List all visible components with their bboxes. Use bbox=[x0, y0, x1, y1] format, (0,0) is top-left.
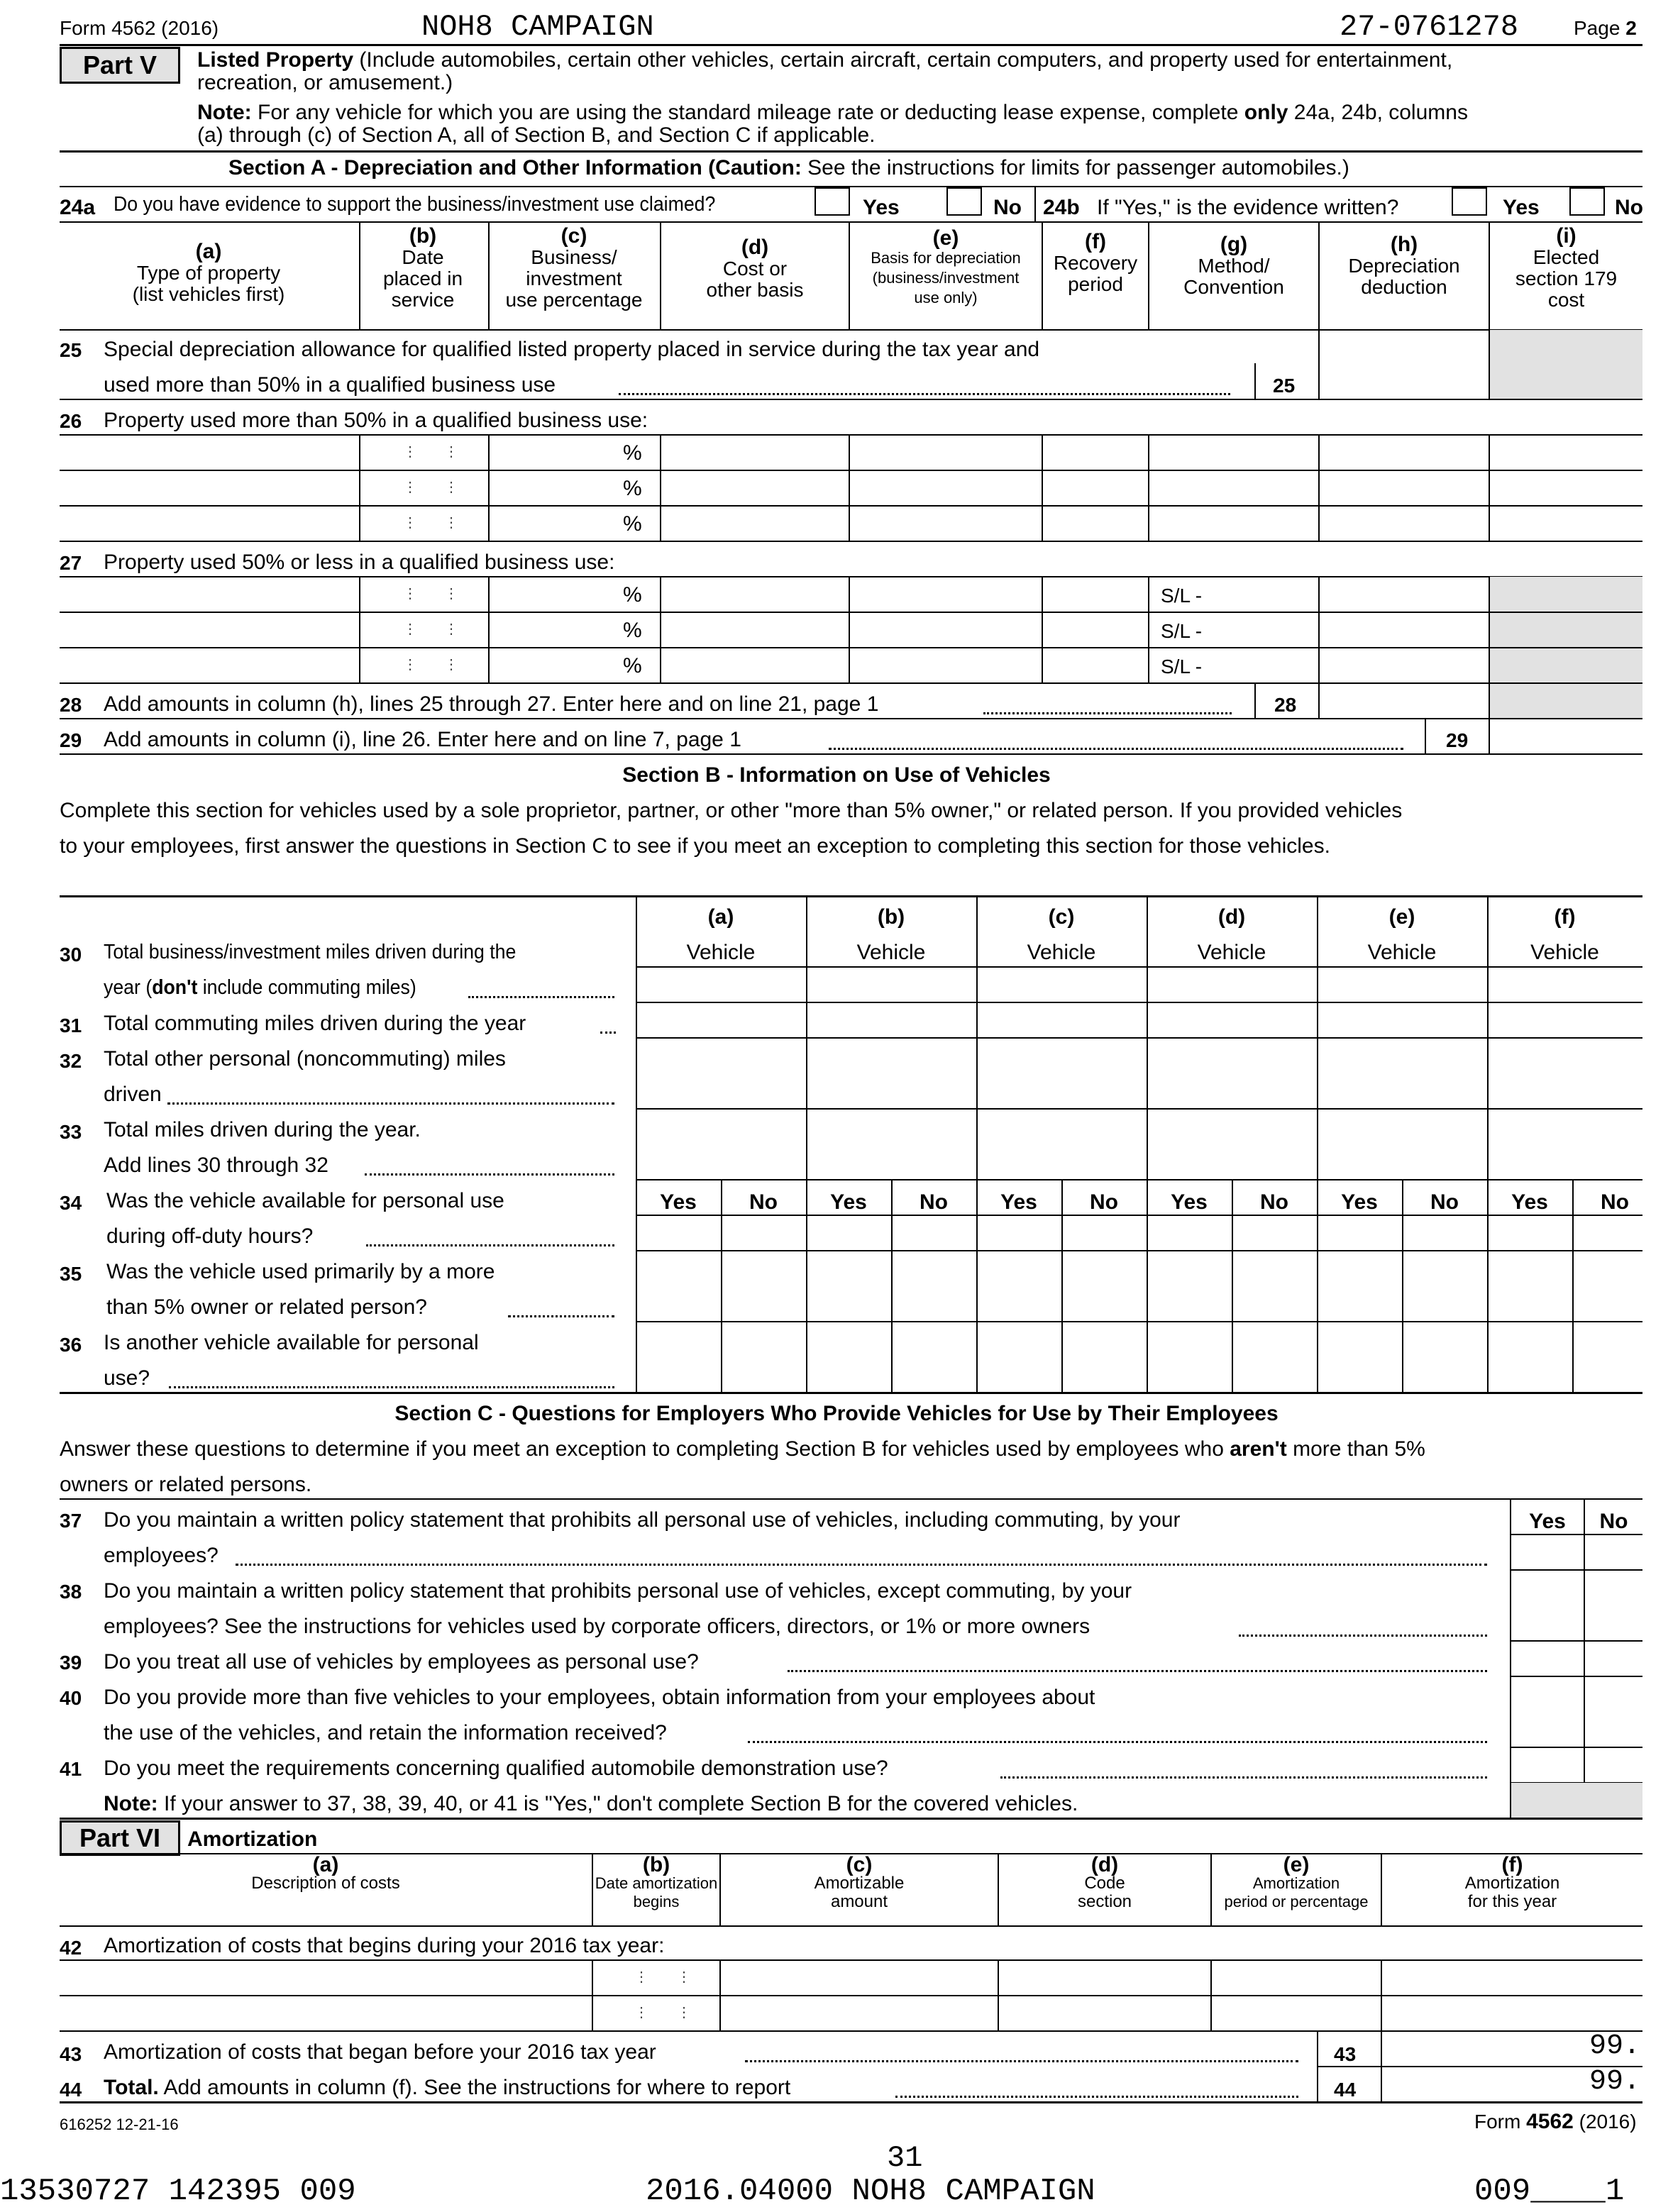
line-35-text-1: Was the vehicle used primarily by a more bbox=[106, 1260, 495, 1283]
col-f-line2: period bbox=[1068, 273, 1123, 295]
section-a-title bbox=[228, 156, 1349, 180]
line-39-number: 39 bbox=[60, 1652, 82, 1674]
line-26-row-date-sep: ⋮ bbox=[403, 444, 417, 460]
footer-form-number: 4562 bbox=[1526, 2110, 1574, 2133]
line-26-row-date-sep: ⋮ bbox=[444, 515, 458, 531]
line-26-row-percent-sign: % bbox=[623, 441, 642, 465]
line-36-number: 36 bbox=[60, 1334, 82, 1356]
col-c-line1: Business/ bbox=[531, 246, 617, 268]
page-number: 2 bbox=[1625, 17, 1637, 39]
vehicle-0-yes-header: Yes bbox=[660, 1190, 697, 1214]
col-e-header bbox=[850, 228, 1042, 308]
col-c-letter: (c) bbox=[561, 224, 587, 248]
line-34-text-2: during off-duty hours? bbox=[106, 1224, 314, 1248]
line-38-text-1: Do you maintain a written policy statement that prohibits personal use of vehicles, except commuting, by your bbox=[104, 1579, 1132, 1603]
vehicle-5-label: Vehicle bbox=[1530, 941, 1599, 964]
vehicle-4-label: Vehicle bbox=[1367, 941, 1437, 964]
col-c-header bbox=[488, 226, 660, 311]
amort-col-c-line2: amount bbox=[830, 1892, 888, 1911]
vehicle-4-letter: (e) bbox=[1388, 905, 1415, 929]
amort-col-f-header bbox=[1382, 1853, 1642, 1911]
section-b-intro-1: Complete this section for vehicles used by a sole proprietor, partner, or other "more than 5% owner," or related person. If you provided vehicles bbox=[60, 799, 1403, 822]
line-26-row-date-sep: ⋮ bbox=[403, 480, 417, 495]
page-label bbox=[1574, 17, 1637, 40]
col-i-line1: Elected bbox=[1533, 246, 1600, 268]
amort-col-a-header bbox=[60, 1853, 592, 1893]
amort-col-f-line1: Amortization bbox=[1464, 1874, 1560, 1893]
line-26-row-percent-sign: % bbox=[623, 512, 642, 536]
line-26-row-date-sep: ⋮ bbox=[444, 444, 458, 460]
col-a-letter: (a) bbox=[195, 240, 222, 263]
line-30-number: 30 bbox=[60, 944, 82, 966]
page-sequence: 31 bbox=[887, 2141, 923, 2175]
col-d-line2: other basis bbox=[706, 279, 804, 301]
line-24b-yes-checkbox[interactable] bbox=[1452, 187, 1487, 216]
part-vi-label: Part VI bbox=[60, 1820, 180, 1856]
line-37-text-2: employees? bbox=[104, 1544, 219, 1567]
line-28-box-number: 28 bbox=[1274, 694, 1297, 716]
vehicle-2-yes-header: Yes bbox=[1000, 1190, 1037, 1214]
line-40-text-2: the use of the vehicles, and retain the information received? bbox=[104, 1721, 667, 1744]
line-43-text: Amortization of costs that began before your 2016 tax year bbox=[104, 2040, 656, 2064]
amort-col-b-line1: Date amortization bbox=[595, 1874, 718, 1892]
col-d-header bbox=[661, 237, 849, 301]
line-28-text: Add amounts in column (h), lines 25 through 27. Enter here and on line 21, page 1 bbox=[104, 692, 879, 716]
col-f-letter: (f) bbox=[1085, 230, 1106, 253]
line-44-number: 44 bbox=[60, 2079, 82, 2101]
line-33-number: 33 bbox=[60, 1121, 82, 1143]
vehicle-5-yes-header: Yes bbox=[1511, 1190, 1548, 1214]
col-i-line3: cost bbox=[1547, 289, 1585, 311]
part-v-label: Part V bbox=[60, 47, 180, 84]
line-24a-yes-checkbox[interactable] bbox=[815, 187, 850, 216]
note-bold: Note: bbox=[197, 101, 252, 124]
col-g-header bbox=[1149, 234, 1318, 298]
vehicle-2-no-header: No bbox=[1090, 1190, 1118, 1214]
col-f-line1: Recovery bbox=[1053, 252, 1138, 274]
note-only: only bbox=[1244, 101, 1288, 124]
section-c-note-bold: Note: bbox=[104, 1792, 158, 1815]
footer-form-label: Form bbox=[1474, 2111, 1521, 2133]
col-i-header bbox=[1490, 226, 1642, 311]
line-36-text-2: use? bbox=[104, 1366, 150, 1390]
footer-left-id: 13530727 142395 009 bbox=[0, 2174, 356, 2209]
amort-col-d-letter: (d) bbox=[1091, 1853, 1119, 1876]
col-b-line2: placed in bbox=[382, 267, 463, 289]
line-27-row-date-sep: ⋮ bbox=[444, 621, 458, 637]
vehicle-2-letter: (c) bbox=[1048, 905, 1075, 929]
col-d-line1: Cost or bbox=[722, 258, 788, 280]
section-c-no-header: No bbox=[1599, 1510, 1628, 1533]
amort-col-c-header bbox=[721, 1853, 998, 1911]
line-33-text-1: Total miles driven during the year. bbox=[104, 1118, 421, 1141]
col-g-letter: (g) bbox=[1220, 233, 1248, 256]
line-25-text-1: Special depreciation allowance for qualified listed property placed in service during the tax year and bbox=[104, 338, 1040, 361]
col-a-line2: (list vehicles first) bbox=[132, 283, 285, 305]
amort-col-c-letter: (c) bbox=[846, 1853, 873, 1876]
line-34-number: 34 bbox=[60, 1192, 82, 1214]
section-c-intro-2: owners or related persons. bbox=[60, 1473, 312, 1496]
vehicle-1-label: Vehicle bbox=[856, 941, 926, 964]
form-id: Form 4562 (2016) bbox=[60, 17, 219, 39]
line-24a-number: 24a bbox=[60, 196, 96, 219]
section-c-intro-1c: more than 5% bbox=[1286, 1437, 1425, 1461]
amort-col-f-letter: (f) bbox=[1501, 1853, 1523, 1876]
section-c-note bbox=[104, 1792, 1078, 1816]
section-a-title-bold: Section A - Depreciation and Other Information (Caution: bbox=[228, 156, 802, 179]
line-25-box-number: 25 bbox=[1273, 375, 1296, 397]
vehicle-0-label: Vehicle bbox=[686, 941, 756, 964]
col-c-line2: investment bbox=[526, 267, 622, 289]
col-c-line3: use percentage bbox=[505, 289, 643, 311]
line-31-number: 31 bbox=[60, 1014, 82, 1036]
col-e-line1: Basis for depreciation bbox=[871, 249, 1021, 267]
line-27-row-percent-sign: % bbox=[623, 654, 642, 678]
vehicle-4-yes-header: Yes bbox=[1341, 1190, 1378, 1214]
line-34-text-1: Was the vehicle available for personal use bbox=[106, 1189, 504, 1212]
amort-col-d-line1: Code bbox=[1084, 1874, 1125, 1893]
col-g-line2: Convention bbox=[1183, 276, 1284, 298]
part-v-title-bold: Listed Property bbox=[197, 48, 354, 72]
amort-col-e-line2: period or percentage bbox=[1224, 1893, 1369, 1910]
line-29-number: 29 bbox=[60, 729, 82, 751]
vehicle-1-letter: (b) bbox=[877, 905, 905, 929]
line-27-row-date-sep: ⋮ bbox=[403, 621, 417, 637]
part-v-note bbox=[197, 101, 1468, 125]
line-38-text-2: employees? See the instructions for vehicles used by corporate officers, directors, or 1% or more owners bbox=[104, 1615, 1091, 1638]
section-c-yes-header: Yes bbox=[1529, 1510, 1566, 1533]
footer-right-id: 009____1 bbox=[1474, 2174, 1625, 2209]
amort-col-b-line2: begins bbox=[633, 1893, 680, 1910]
amort-col-b-header bbox=[593, 1853, 719, 1911]
line-26-row-percent-sign: % bbox=[623, 477, 642, 500]
amort-col-d-line2: section bbox=[1077, 1892, 1132, 1911]
line-29-text: Add amounts in column (i), line 26. Enter here and on line 7, page 1 bbox=[104, 728, 741, 751]
line-30-text-2a: year ( bbox=[104, 976, 153, 999]
col-e-line3: use only) bbox=[914, 289, 978, 306]
footer-center-id: 2016.04000 NOH8 CAMPAIGN bbox=[646, 2174, 1095, 2209]
col-i-letter: (i) bbox=[1556, 224, 1577, 248]
line-26-number: 26 bbox=[60, 410, 82, 432]
amort-col-f-line2: for this year bbox=[1467, 1892, 1557, 1911]
line-24a-text: Do you have evidence to support the business/investment use claimed? bbox=[114, 193, 716, 216]
line-27-row-percent-sign: % bbox=[623, 619, 642, 642]
line-44-text-rest: Add amounts in column (f). See the instructions for where to report bbox=[158, 2076, 791, 2099]
line-31-text: Total commuting miles driven during the year bbox=[104, 1012, 526, 1035]
col-b-line1: Date bbox=[402, 246, 444, 268]
line-26-row-date-sep: ⋮ bbox=[403, 515, 417, 531]
note-b: 24a, 24b, columns bbox=[1288, 101, 1468, 124]
col-e-letter: (e) bbox=[932, 226, 959, 250]
col-b-line3: service bbox=[391, 289, 455, 311]
amort-col-a-line1: Description of costs bbox=[251, 1874, 400, 1893]
line-40-number: 40 bbox=[60, 1687, 82, 1709]
line-32-text-1: Total other personal (noncommuting) miles bbox=[104, 1047, 506, 1071]
amort-col-e-line1: Amortization bbox=[1252, 1874, 1340, 1892]
col-i-line2: section 179 bbox=[1515, 267, 1618, 289]
line-27-row-date-sep: ⋮ bbox=[444, 586, 458, 602]
line-27-text: Property used 50% or less in a qualified business use: bbox=[104, 551, 615, 574]
col-b-letter: (b) bbox=[409, 224, 437, 248]
footer-code: 616252 12-21-16 bbox=[60, 2116, 179, 2133]
line-27-row-date-sep: ⋮ bbox=[444, 657, 458, 673]
col-d-letter: (d) bbox=[741, 236, 769, 259]
line-27-row-date-sep: ⋮ bbox=[403, 586, 417, 602]
line-43-box-number: 43 bbox=[1334, 2043, 1357, 2065]
vehicle-0-no-header: No bbox=[749, 1190, 778, 1214]
part-vi-title: Amortization bbox=[187, 1827, 318, 1851]
line-32-number: 32 bbox=[60, 1050, 82, 1072]
col-g-line1: Method/ bbox=[1198, 255, 1270, 277]
line-37-number: 37 bbox=[60, 1510, 82, 1532]
col-b-header bbox=[359, 226, 487, 311]
vehicle-5-letter: (f) bbox=[1554, 905, 1576, 929]
amort-col-e-letter: (e) bbox=[1283, 1853, 1310, 1876]
part-v-title-line2: recreation, or amusement.) bbox=[197, 71, 453, 94]
amort-col-e-header bbox=[1212, 1853, 1381, 1911]
section-c-title: Section C - Questions for Employers Who Provide Vehicles for Use by Their Employees bbox=[394, 1402, 1279, 1425]
line-24a-no-label: No bbox=[993, 196, 1022, 219]
vehicle-4-no-header: No bbox=[1430, 1190, 1459, 1214]
line-38-number: 38 bbox=[60, 1581, 82, 1603]
section-c-intro-1 bbox=[60, 1437, 1425, 1461]
line-27-row-method-sl: S/L - bbox=[1161, 620, 1203, 642]
line-32-text-2: driven bbox=[104, 1083, 162, 1106]
line-42-text: Amortization of costs that begins during your 2016 tax year: bbox=[104, 1934, 665, 1957]
vehicle-3-label: Vehicle bbox=[1197, 941, 1266, 964]
line-27-row-method-sl: S/L - bbox=[1161, 656, 1203, 678]
line-27-row-date-sep: ⋮ bbox=[403, 657, 417, 673]
line-29-box-number: 29 bbox=[1446, 729, 1469, 751]
taxpayer-name: NOH8 CAMPAIGN bbox=[421, 10, 654, 44]
line-43-number: 43 bbox=[60, 2043, 82, 2065]
col-e-line2: (business/investment bbox=[872, 269, 1020, 287]
line-27-row-method-sl: S/L - bbox=[1161, 585, 1203, 607]
vehicle-2-label: Vehicle bbox=[1027, 941, 1096, 964]
line-37-text-1: Do you maintain a written policy statement that prohibits all personal use of vehicles, including commuting, by your bbox=[104, 1508, 1181, 1532]
line-24a-no-checkbox[interactable] bbox=[946, 187, 982, 216]
line-30-text-2 bbox=[104, 976, 416, 1000]
line-24b-text: If "Yes," is the evidence written? bbox=[1097, 196, 1399, 219]
line-39-text: Do you treat all use of vehicles by employees as personal use? bbox=[104, 1650, 699, 1674]
col-h-letter: (h) bbox=[1390, 233, 1418, 256]
vehicle-1-no-header: No bbox=[920, 1190, 948, 1214]
line-28-number: 28 bbox=[60, 694, 82, 716]
vehicle-1-yes-header: Yes bbox=[830, 1190, 867, 1214]
amort-col-c-line1: Amortizable bbox=[814, 1874, 905, 1893]
col-h-line2: deduction bbox=[1361, 276, 1447, 298]
col-h-line1: Depreciation bbox=[1348, 255, 1460, 277]
col-a-header bbox=[60, 241, 358, 305]
section-c-note-rest: If your answer to 37, 38, 39, 40, or 41 is "Yes," don't complete Section B for the covered vehicles. bbox=[158, 1792, 1078, 1815]
note-a: For any vehicle for which you are using the standard mileage rate or deducting lease expense, complete bbox=[251, 101, 1244, 124]
section-b-title: Section B - Information on Use of Vehicles bbox=[622, 763, 1051, 787]
section-c-intro-1a: Answer these questions to determine if you meet an exception to completing Section B for vehicles used by employees who bbox=[60, 1437, 1230, 1461]
line-44-value: 99. bbox=[1589, 2066, 1640, 2098]
vehicle-0-letter: (a) bbox=[707, 905, 734, 929]
line-40-text-1: Do you provide more than five vehicles to your employees, obtain information from your employees about bbox=[104, 1686, 1095, 1709]
footer-form bbox=[1474, 2110, 1637, 2134]
line-44-text-bold: Total. bbox=[104, 2076, 159, 2099]
line-27-row-percent-sign: % bbox=[623, 583, 642, 607]
line-33-text-2: Add lines 30 through 32 bbox=[104, 1154, 328, 1177]
line-42-number: 42 bbox=[60, 1937, 82, 1959]
line-26-text: Property used more than 50% in a qualified business use: bbox=[104, 409, 648, 432]
line-25-number: 25 bbox=[60, 339, 82, 361]
vehicle-3-yes-header: Yes bbox=[1171, 1190, 1208, 1214]
amort-col-d-header bbox=[999, 1853, 1210, 1911]
line-30-text-1: Total business/investment miles driven during the bbox=[104, 941, 517, 963]
amort-col-a-letter: (a) bbox=[312, 1853, 339, 1876]
line-24b-no-label: No bbox=[1615, 196, 1643, 219]
line-43-value: 99. bbox=[1589, 2030, 1640, 2062]
section-b-intro-2: to your employees, first answer the questions in Section C to see if you meet an exception to completing this section for those vehicles. bbox=[60, 834, 1330, 858]
line-24b-number: 24b bbox=[1043, 196, 1080, 219]
line-36-text-1: Is another vehicle available for personal bbox=[104, 1331, 479, 1354]
line-41-text: Do you meet the requirements concerning qualified automobile demonstration use? bbox=[104, 1757, 888, 1780]
vehicle-5-no-header: No bbox=[1601, 1190, 1629, 1214]
taxpayer-ein: 27-0761278 bbox=[1340, 10, 1519, 44]
col-a-line1: Type of property bbox=[136, 262, 281, 284]
amort-col-b-letter: (b) bbox=[642, 1853, 670, 1876]
line-44-box-number: 44 bbox=[1334, 2079, 1357, 2101]
part-v-title bbox=[197, 48, 1452, 72]
line-24b-no-checkbox[interactable] bbox=[1569, 187, 1605, 216]
line-44-text bbox=[104, 2076, 790, 2100]
footer-form-year: (2016) bbox=[1579, 2111, 1637, 2133]
line-35-number: 35 bbox=[60, 1263, 82, 1285]
line-30-text-2c: include commuting miles) bbox=[197, 976, 416, 999]
section-c-intro-1b: aren't bbox=[1230, 1437, 1287, 1461]
part-v-title-rest: (Include automobiles, certain other vehicles, certain aircraft, certain computers, and property used for entertainment, bbox=[353, 48, 1453, 72]
part-v-note-line2: (a) through (c) of Section A, all of Section B, and Section C if applicable. bbox=[197, 123, 876, 147]
line-35-text-2: than 5% owner or related person? bbox=[106, 1295, 427, 1319]
line-30-text-2b: don't bbox=[152, 976, 198, 999]
line-24b-yes-label: Yes bbox=[1503, 196, 1540, 219]
section-a-title-rest: See the instructions for limits for passenger automobiles.) bbox=[801, 156, 1349, 179]
line-41-number: 41 bbox=[60, 1758, 82, 1780]
line-26-row-date-sep: ⋮ bbox=[444, 480, 458, 495]
vehicle-3-no-header: No bbox=[1260, 1190, 1288, 1214]
line-24a-yes-label: Yes bbox=[863, 196, 900, 219]
col-h-header bbox=[1320, 234, 1489, 298]
vehicle-3-letter: (d) bbox=[1218, 905, 1246, 929]
page-label-text: Page bbox=[1574, 17, 1620, 39]
line-27-number: 27 bbox=[60, 552, 82, 574]
line-25-text-2: used more than 50% in a qualified business use bbox=[104, 373, 556, 397]
col-f-header bbox=[1043, 231, 1148, 295]
